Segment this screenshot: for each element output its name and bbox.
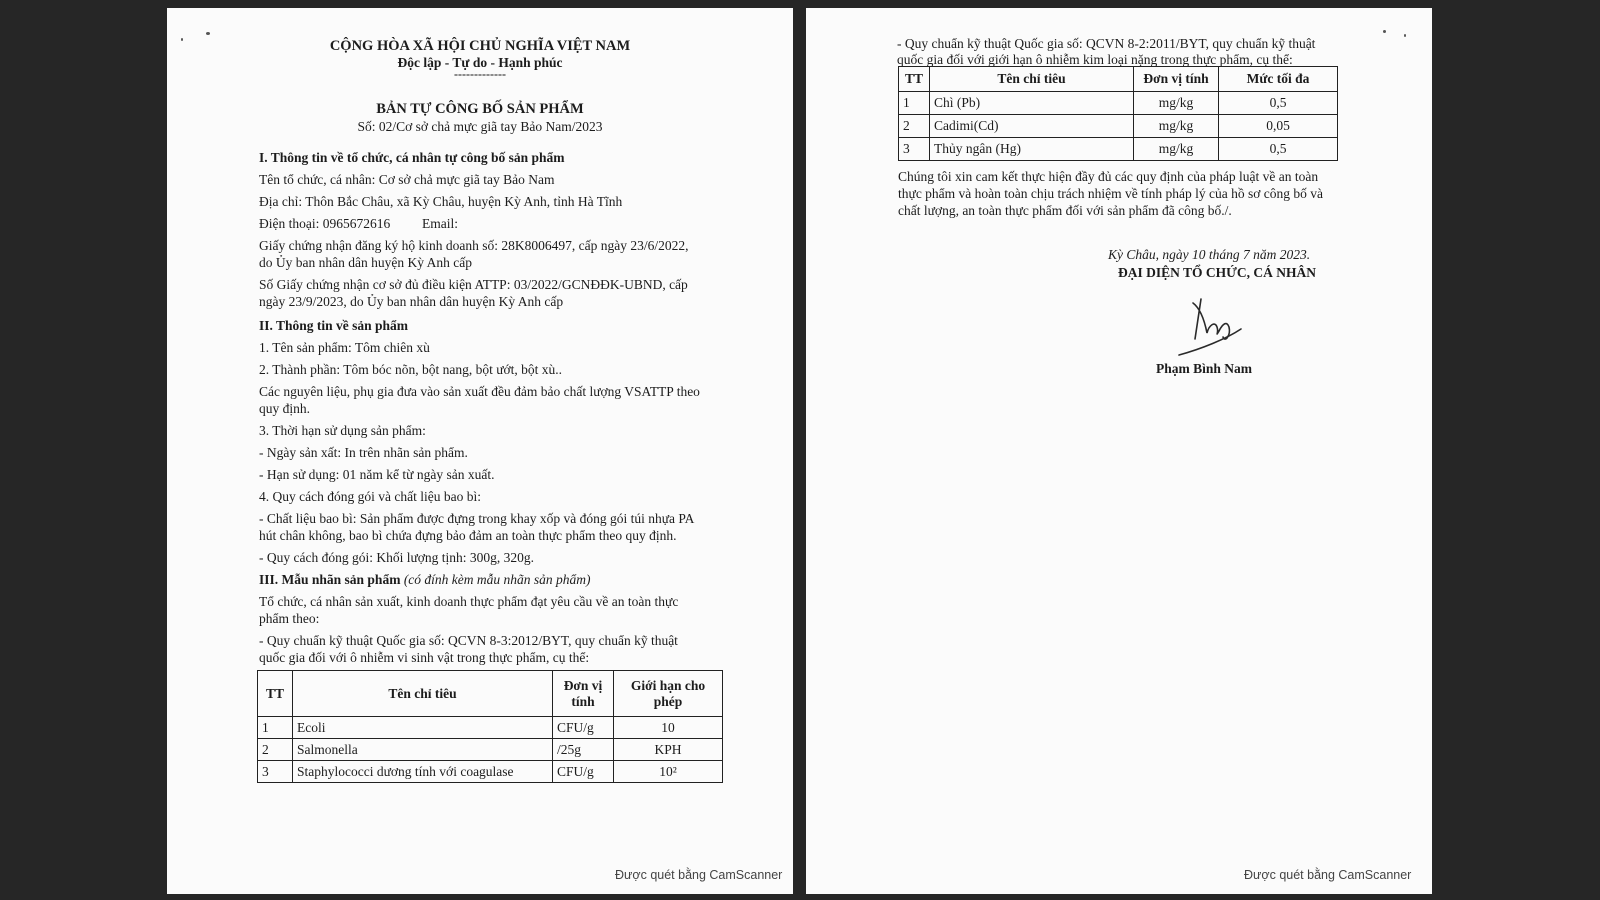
header-unit: Đơn vị tính <box>553 671 614 717</box>
packaging-line-2: hút chân không, bao bì chứa đựng bảo đảm an toàn thực phẩm theo quy định. <box>259 528 677 543</box>
place-and-date: Kỳ Châu, ngày 10 tháng 7 năm 2023. <box>1108 247 1311 262</box>
cell-tt: 3 <box>258 761 293 783</box>
representative-title: ĐẠI DIỆN TỔ CHỨC, CÁ NHÂN <box>1118 265 1317 280</box>
document-page-1 <box>167 8 793 894</box>
header-limit: Giới hạn cho phép <box>614 671 723 717</box>
table-header-row <box>258 671 723 717</box>
header-divider: ------------- <box>454 67 506 81</box>
cell-tt: 2 <box>258 739 293 761</box>
section-1-heading: I. Thông tin về tổ chức, cá nhân tự công bố sản phẩm <box>259 150 565 165</box>
table-row <box>258 761 723 783</box>
business-cert-line-1: Giấy chứng nhận đăng ký hộ kinh doanh số: 28K8006497, cấp ngày 23/6/2022, <box>259 238 689 253</box>
org-address: Địa chỉ: Thôn Bắc Châu, xã Kỳ Châu, huyện Kỳ Anh, tỉnh Hà Tĩnh <box>259 194 623 209</box>
micro-standard-line-1: - Quy chuẩn kỹ thuật Quốc gia số: QCVN 8-3:2012/BYT, quy chuẩn kỹ thuật <box>259 633 678 648</box>
table-row <box>899 115 1338 138</box>
cell-criterion: Thủy ngân (Hg) <box>930 138 1134 161</box>
product-name: 1. Tên sản phẩm: Tôm chiên xù <box>259 340 430 355</box>
cell-unit: mg/kg <box>1134 115 1219 138</box>
cell-limit: 10² <box>614 761 723 783</box>
header-max: Mức tối đa <box>1219 67 1338 92</box>
camscanner-watermark: Được quét bằng CamScanner <box>615 868 783 882</box>
table-row <box>899 138 1338 161</box>
commitment-line-1: Chúng tôi xin cam kết thực hiện đầy đủ các quy định của pháp luật về an toàn <box>898 169 1319 184</box>
cell-criterion: Salmonella <box>293 739 553 761</box>
cell-unit: /25g <box>553 739 614 761</box>
cell-tt: 2 <box>899 115 930 138</box>
cell-criterion: Staphylococci dương tính với coagulase <box>293 761 553 783</box>
metal-standard-line-1: - Quy chuẩn kỹ thuật Quốc gia số: QCVN 8-2:2011/BYT, quy chuẩn kỹ thuật <box>897 36 1316 51</box>
cell-unit: CFU/g <box>553 717 614 739</box>
header-tt: TT <box>899 67 930 92</box>
commitment-line-3: chất lượng, an toàn thực phẩm đối với sản phẩm đã công bố./. <box>898 203 1232 218</box>
attp-cert-line-2: ngày 23/9/2023, do Ủy ban nhân dân huyện Kỳ Anh cấp <box>259 294 564 309</box>
cell-max: 0,5 <box>1219 138 1338 161</box>
heavy-metal-table <box>898 66 1338 161</box>
cell-unit: mg/kg <box>1134 92 1219 115</box>
header-tt: TT <box>258 671 293 717</box>
document-title: BẢN TỰ CÔNG BỐ SẢN PHẨM <box>376 101 584 117</box>
header-unit: Đơn vị tính <box>1134 67 1219 92</box>
cell-criterion: Chì (Pb) <box>930 92 1134 115</box>
section-3-note: (có đính kèm mẫu nhãn sản phẩm) <box>403 572 591 587</box>
packaging-line-1: - Chất liệu bao bì: Sản phẩm được đựng trong khay xốp và đóng gói túi nhựa PA <box>259 511 695 526</box>
manufacture-date: - Ngày sản xất: In trên nhãn sản phẩm. <box>259 445 468 460</box>
org-name: Tên tổ chức, cá nhân: Cơ sở chả mực giã tay Bảo Nam <box>259 172 555 187</box>
cell-limit: KPH <box>614 739 723 761</box>
micro-standard-line-2: quốc gia đối với ô nhiễm vi sinh vật trong thực phẩm, cụ thể: <box>259 650 590 665</box>
requirement-intro-line-2: phẩm theo: <box>259 611 320 626</box>
metal-standard-line-2: quốc gia đối với giới hạn ô nhiễm kim loại nặng trong thực phẩm, cụ thể: <box>897 52 1293 67</box>
section-3-heading: III. Mẫu nhãn sản phẩm <box>259 572 401 587</box>
table-row <box>258 739 723 761</box>
header-criterion: Tên chỉ tiêu <box>930 67 1134 92</box>
commitment-line-2: thực phẩm và hoàn toàn chịu trách nhiệm về tính pháp lý của hồ sơ công bố và <box>898 186 1323 201</box>
microbiology-table <box>257 670 723 783</box>
national-motto: Độc lập - Tự do - Hạnh phúc <box>397 55 563 70</box>
cell-tt: 1 <box>899 92 930 115</box>
quality-line-1: Các nguyên liệu, phụ gia đưa vào sản xuất đều đảm bảo chất lượng VSATTP theo <box>259 384 700 399</box>
table-row <box>899 92 1338 115</box>
cell-tt: 3 <box>899 138 930 161</box>
signer-name: Phạm Bình Nam <box>1156 361 1253 376</box>
camscanner-watermark: Được quét bằng CamScanner <box>1244 868 1412 882</box>
cell-unit: mg/kg <box>1134 138 1219 161</box>
product-ingredients: 2. Thành phần: Tôm bóc nõn, bột nang, bột ướt, bột xù.. <box>259 362 563 377</box>
section-2-heading: II. Thông tin về sản phẩm <box>259 318 409 333</box>
org-phone: Điện thoại: 0965672616 <box>259 216 391 231</box>
cell-unit: CFU/g <box>553 761 614 783</box>
quality-line-2: quy định. <box>259 401 311 416</box>
scan-speck <box>1383 30 1386 33</box>
national-title: CỘNG HÒA XÃ HỘI CHỦ NGHĨA VIỆT NAM <box>329 38 631 54</box>
section-3-heading-line <box>259 571 591 588</box>
cell-tt: 1 <box>258 717 293 739</box>
scan-speck <box>206 32 210 35</box>
table-header-row <box>899 67 1338 92</box>
cell-criterion: Cadimi(Cd) <box>930 115 1134 138</box>
scan-speck <box>1404 34 1406 37</box>
table-row <box>258 717 723 739</box>
document-number: Số: 02/Cơ sở chả mực giã tay Bảo Nam/2023 <box>357 119 603 134</box>
org-email: Email: <box>422 216 458 231</box>
net-weight: - Quy cách đóng gói: Khối lượng tịnh: 300g, 320g. <box>259 550 535 565</box>
header-criterion: Tên chỉ tiêu <box>293 671 553 717</box>
cell-limit: 10 <box>614 717 723 739</box>
cell-max: 0,5 <box>1219 92 1338 115</box>
packaging-heading: 4. Quy cách đóng gói và chất liệu bao bì: <box>259 489 481 504</box>
requirement-intro-line-1: Tổ chức, cá nhân sản xuất, kinh doanh thực phẩm đạt yêu cầu về an toàn thực <box>259 594 679 609</box>
cell-criterion: Ecoli <box>293 717 553 739</box>
shelf-life-heading: 3. Thời hạn sử dụng sản phẩm: <box>259 423 426 438</box>
attp-cert-line-1: Số Giấy chứng nhận cơ sở đủ điều kiện ATTP: 03/2022/GCNĐĐK-UBND, cấp <box>259 277 688 292</box>
expiry-date: - Hạn sử dụng: 01 năm kể từ ngày sản xuất. <box>259 467 495 482</box>
cell-max: 0,05 <box>1219 115 1338 138</box>
handwritten-signature <box>1171 293 1261 363</box>
signature-stroke <box>1179 299 1241 355</box>
document-page-2 <box>806 8 1432 894</box>
business-cert-line-2: do Ủy ban nhân dân huyện Kỳ Anh cấp <box>259 255 472 270</box>
